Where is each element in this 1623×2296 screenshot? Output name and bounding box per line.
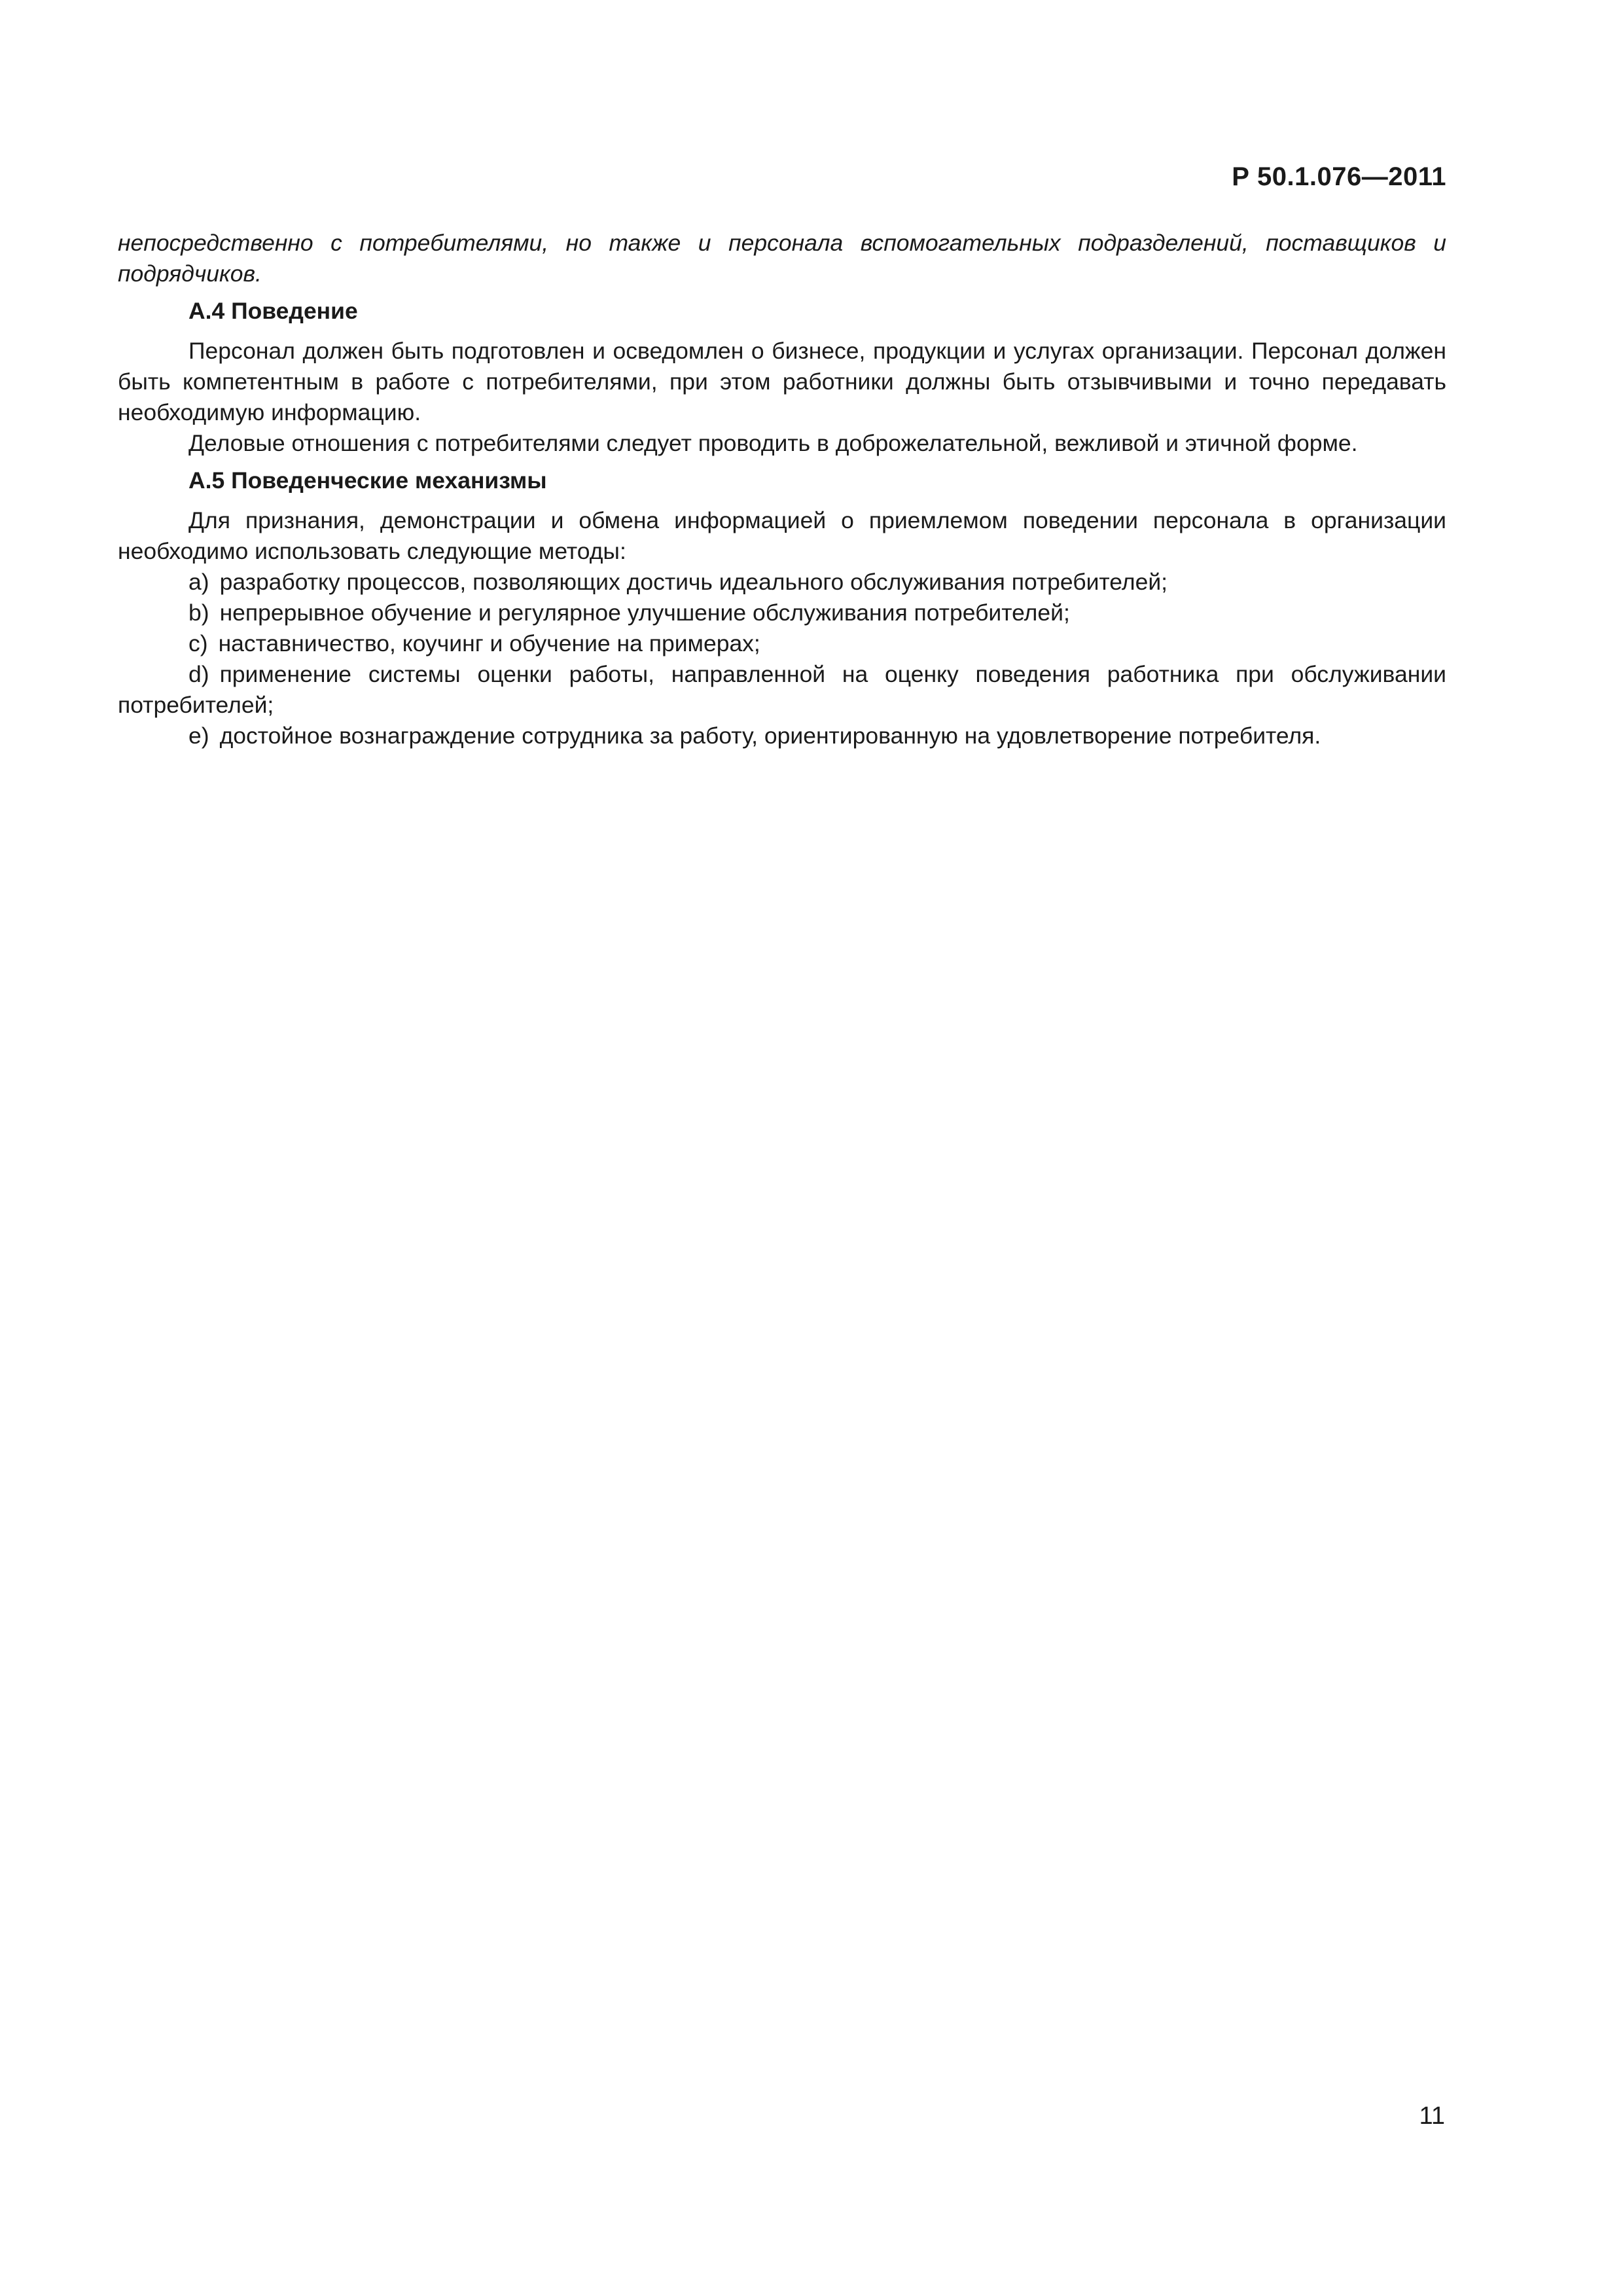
list-item-e [118,721,1446,751]
list-item-label: d) [188,661,209,687]
list-item-label: e) [188,723,209,749]
section-a4-paragraph-2: Деловые отношения с потребителями следует проводить в доброжелательной, вежливой и этичной форме. [188,430,1358,456]
list-item-text: разработку процессов, позволяющих достичь идеального обслуживания потребителей; [219,569,1168,595]
section-a4-heading: А.4 Поведение [188,298,358,324]
continuation-paragraph: непосредственно с потребителями, но также и персонала вспомогательных подразделений, поставщиков и подрядчиков. [118,230,1446,287]
document-code: Р 50.1.076—2011 [1232,162,1446,191]
list-item-label: c) [188,630,208,656]
list-item-label: b) [188,600,209,626]
list-item-a [118,567,1446,598]
list-item-text: применение системы оценки работы, направленной на оценку поведения работника при обслуживании потребителей; [118,661,1446,718]
section-a5-heading: А.5 Поведенческие механизмы [188,467,547,493]
document-body [118,228,1446,751]
list-item-label: a) [188,569,209,595]
list-item-text: наставничество, коучинг и обучение на примерах; [218,630,760,656]
list-item-text: достойное вознаграждение сотрудника за работу, ориентированную на удовлетворение потребителя. [219,723,1321,749]
section-a5-intro: Для признания, демонстрации и обмена информацией о приемлемом поведении персонала в организации необходимо использовать следующие методы: [118,507,1446,564]
list-item-d [118,659,1446,721]
page-number: 11 [1419,2102,1445,2130]
list-item-c [118,628,1446,659]
list-item-text: непрерывное обучение и регулярное улучшение обслуживания потребителей; [219,600,1070,626]
list-item-b [118,598,1446,628]
section-a4-paragraph-1: Персонал должен быть подготовлен и осведомлен о бизнесе, продукции и услугах организации. Персонал должен быть компетентным в работе с потребителями, при этом работники должны быть отзывчивыми и точно передавать необходимую информацию. [118,338,1446,425]
